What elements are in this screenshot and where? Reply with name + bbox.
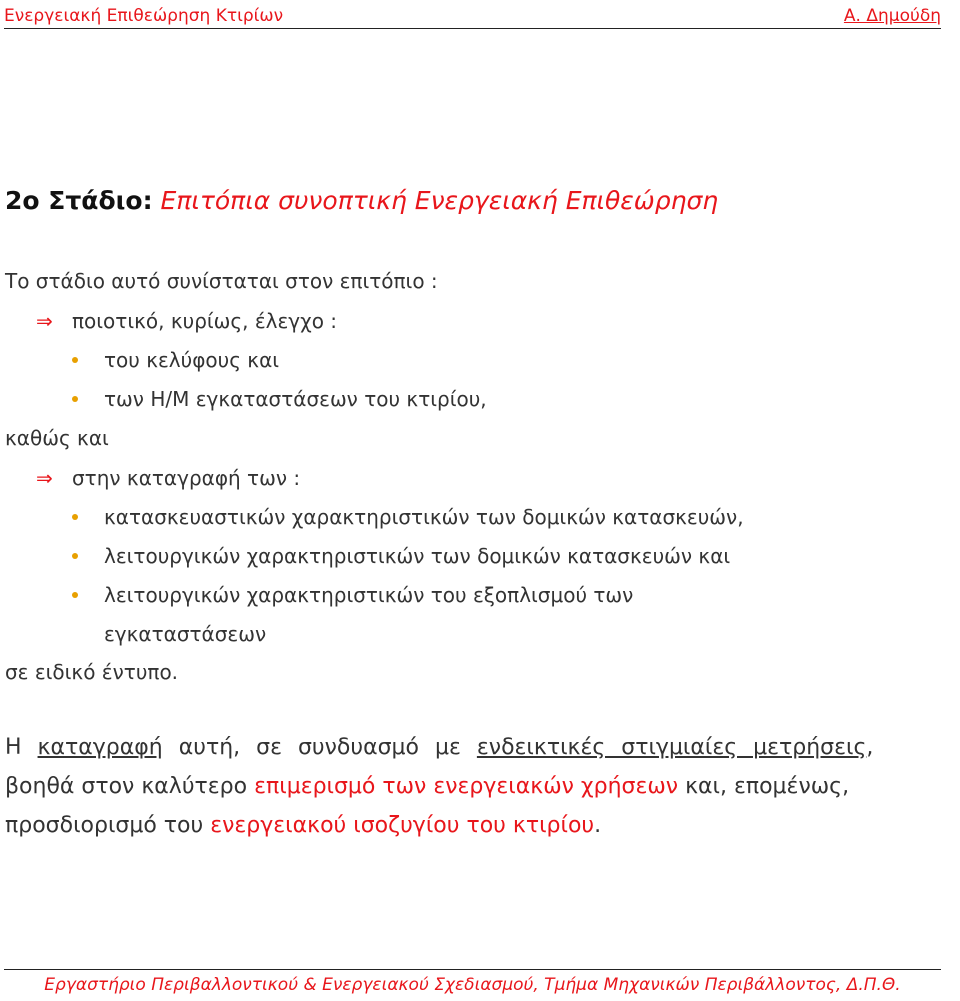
paragraph-line-2 [5,767,949,807]
bullet-icon [72,514,78,520]
bullet-item-operational: λειτουργικών χαρακτηριστικών των δομικών κατασκευών και [104,544,731,568]
paragraph-text: αυτή, σε συνδυασμό με [178,735,461,760]
bullet-item-installations: των Η/Μ εγκαταστάσεων του κτιρίου, [104,387,487,411]
bullet-item-equipment-cont: εγκαταστάσεων [104,622,267,646]
arrow-item-quality-check: ποιοτικό, κυρίως, έλεγχο : [72,309,338,333]
paragraph-highlight: ενεργειακού ισοζυγίου του κτιρίου [210,813,595,838]
paragraph-highlight: επιμερισμό των ενεργειακών χρήσεων [254,774,679,799]
header-author: Α. Δημούδη [843,6,941,26]
bullet-icon [72,553,78,559]
paragraph-line-3 [5,806,949,846]
paragraph-text: βοηθά στον καλύτερο [5,774,248,799]
bullet-icon [72,396,78,402]
double-arrow-icon: ⇒ [36,309,53,333]
section-title [5,184,718,218]
form-text: σε ειδικό έντυπο. [5,660,179,684]
paragraph-underlined: καταγραφή [37,735,163,760]
bullet-item-equipment: λειτουργικών χαρακτηριστικών του εξοπλισμού των [104,583,634,607]
bullet-item-envelope: του κελύφους και [104,348,280,372]
bullet-item-construction: κατασκευαστικών χαρακτηριστικών των δομικών κατασκευών, [104,505,744,529]
section-title-name: Επιτόπια συνοπτική Ενεργειακή Επιθεώρηση [160,186,719,215]
paragraph-underlined: ενδεικτικές στιγμιαίες μετρήσεις [476,735,867,760]
page-header [4,4,941,29]
paragraph-text: προσδιορισμό του [5,813,204,838]
footer-text: Εργαστήριο Περιβαλλοντικού & Ενεργειακού Σχεδιασμού, Τμήμα Μηχανικών Περιβάλλοντος, Δ.Π.Θ. [44,975,901,995]
header-title: Ενεργειακή Επιθεώρηση Κτιρίων [4,6,284,26]
paragraph-text: Η [5,735,22,760]
paragraph-text: , [866,735,874,760]
intro-text: Το στάδιο αυτό συνίσταται στον επιτόπιο : [5,269,438,293]
bullet-icon [72,592,78,598]
arrow-item-recording: στην καταγραφή των : [72,466,301,490]
paragraph-text: και, επομένως, [685,774,850,799]
double-arrow-icon: ⇒ [36,466,53,490]
paragraph-text: . [594,813,602,838]
paragraph-line-1 [5,728,949,768]
section-title-stage: 2ο Στάδιο: [5,186,153,215]
also-text: καθώς και [5,426,109,450]
bullet-icon [72,357,78,363]
page-footer [4,969,941,1000]
